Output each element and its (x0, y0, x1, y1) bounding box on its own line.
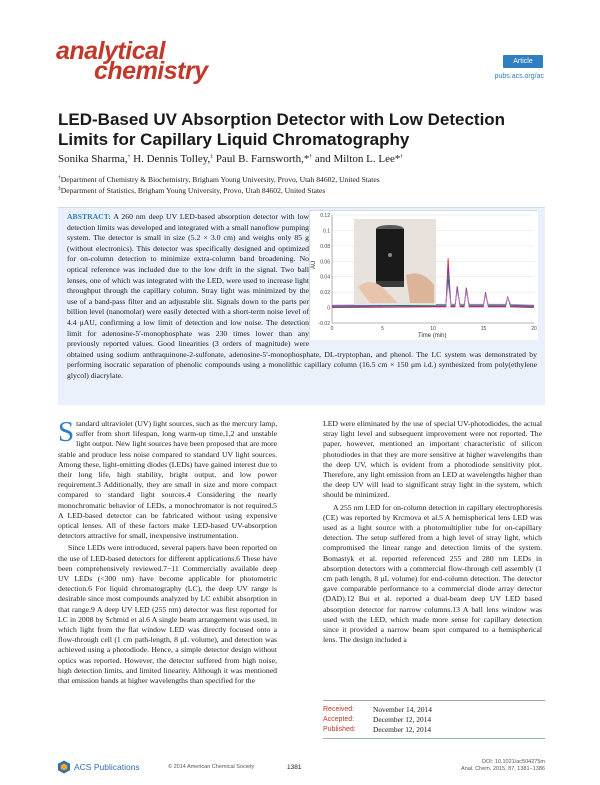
affiliation-mark: † (400, 153, 404, 160)
abstract-body: A 260 nm deep UV LED-based absorption detector with low detection limits was developed and integrated with a small nanoflow pumping system. The detector is small in size (5.2 × 3.0 cm) and weighs only 85 g (without electronics). This detector was specifically designed and optimized for on-column detection to minimize extra-column band broadening. No optical reference was included due to the low drift in the signal. Two ball lenses, one of which was integrated with the LED, were used to increase light throughput through the capillary column. Stray light was minimized by the use of a band-pass filter and an adjustable slit. Signals down to the parts per billion level (nanomolar) were easily detected with a short-term noise level of 4.4 μAU, confirming a low limit of detection and low noise. The detection limit for adenosine-5′-monophosphate was 230 times lower than any previously reported values. Good linearities (3 orders of magnitude) were obtained using sodium anthraquinone-2-sulfonate, adenosine-5′-monophosphate, DL-tryptophan, and phenol. The LC system was demonstrated by performing isocratic separation of phenolic compounds using a monolithic capillary column (16.5 cm × 150 μm i.d.) synthesized from poly(ethylene glycol) diacrylate. (67, 212, 537, 380)
doi-citation (440, 759, 545, 773)
dropcap-letter: S (58, 416, 75, 448)
journal-header (0, 0, 600, 85)
affiliation-mark: † (58, 174, 61, 181)
x-tick-label: 0 (330, 326, 334, 332)
affiliation-mark: † (127, 153, 131, 160)
date-row (323, 715, 545, 725)
date-value: November 14, 2014 (373, 705, 432, 714)
citation-text: Anal. Chem. 2015, 87, 1381−1386 (461, 766, 545, 773)
logo-line-analytical: analytical (56, 37, 165, 65)
detector-photo (354, 219, 436, 305)
y-tick-label: 0.04 (320, 274, 330, 281)
date-value: December 12, 2014 (373, 715, 432, 724)
date-row (323, 705, 545, 715)
chromatogram-chart (310, 211, 538, 340)
author-list (58, 153, 548, 165)
acs-publications-logo[interactable] (57, 760, 149, 774)
page-footer (0, 740, 600, 785)
x-axis-label: Time (min) (418, 333, 447, 339)
y-tick-label: 0.08 (320, 243, 330, 250)
author-name[interactable]: and Milton L. Lee* (314, 153, 401, 165)
x-tick-label: 10 (430, 326, 436, 332)
logo-line-chemistry: chemistry (94, 57, 208, 85)
affiliation (58, 186, 548, 196)
date-label: Received: (323, 706, 355, 713)
y-axis-label: AU (311, 260, 317, 269)
affiliation-text: Department of Chemistry & Biochemistry, Brigham Young University, Provo, Utah 84602, United States (60, 175, 380, 184)
y-tick-label: 0.1 (323, 228, 330, 235)
journal-logo[interactable] (56, 38, 226, 84)
paragraph-text: tandard ultraviolet (UV) light sources, such as the mercury lamp, suffer from short lifespan, long warm-up time,1,2 and unstable light output. New light sources have been proposed that are more stable and produce less noise compared to standard UV light sources. Among these, light-emitting diodes (LEDs) have gained interest due to their long life, high stability, bright output, and low power requirement.3 Additionally, they are small in size and more compact compared to standard light sources.4 Considering the nearly monochromatic behavior of LEDs, a monochromator is not required.5 A LED-based detector can be fabricated without using expensive optical lenses. All of these factors make LED-based UV-absorption detectors attractive for small, inexpensive instrumentation. (58, 419, 277, 541)
date-row (323, 725, 545, 735)
article-title: LED-Based UV Absorption Detector with Low Detection Limits for Capillary Liquid Chromatography (58, 110, 506, 149)
copyright-notice: © 2014 American Chemical Society (168, 764, 255, 770)
toc-graphic (309, 210, 537, 339)
y-tick-label: 0.12 (320, 213, 330, 219)
y-tick-label: -0.02 (318, 321, 330, 327)
affiliation (58, 175, 548, 185)
abstract-label: ABSTRACT: (67, 212, 111, 221)
affiliation-mark: ‡ (210, 153, 214, 160)
acs-hexagon-icon (57, 760, 71, 774)
affiliation-text: Department of Statistics, Brigham Young University, Provo, Utah 84602, United States (60, 186, 326, 195)
x-tick-label: 20 (531, 326, 537, 332)
y-tick-label: 0 (327, 305, 330, 312)
detector-screw (388, 253, 392, 257)
affiliation-mark: ‡ (58, 185, 61, 192)
body-paragraph (58, 416, 277, 541)
date-label: Accepted: (323, 716, 355, 723)
body-column-right (323, 419, 542, 647)
author-name[interactable]: Paul B. Farnsworth,* (215, 153, 310, 165)
author-name[interactable]: Sonika Sharma, (58, 153, 128, 165)
publisher-name: ACS Publications (74, 762, 140, 772)
y-tick-label: 0.06 (320, 259, 330, 266)
date-value: December 12, 2014 (373, 725, 432, 734)
body-paragraph: A 255 nm LED for on-column detection in capillary electrophoresis (CE) was reported by Krcmova et al.5 A hemispherical lens LED was used as a light source with a photomultiplier tube for on-capillary detection. The setup suffered from a high level of stray light, which compromised the linear range and detection limits of the system. Bomastyk et al. reported referenced 255 and 280 nm LEDs in absorption detectors with a commercial flow-through cell assembly (1 cm path length, 8 μL volume) for end-column detection. The detector gave comparable performance to a commercial diode array detector (DAD).12 Bui et al. reported a dual-beam deep UV LED based absorption detector for narrow columns.13 A ball lens window was used with the LED, which made more sense for capillary detection since it provided a narrow beam spot compared to a hemispherical lens. The design included a (323, 502, 542, 645)
page-number: 1381 (287, 764, 302, 771)
journal-url-link[interactable]: pubs.acs.org/ac (494, 73, 544, 80)
doi-link[interactable]: DOI: 10.1021/ac504275m (482, 759, 545, 765)
date-label: Published: (323, 726, 356, 733)
article-type-badge: Article (503, 55, 543, 68)
author-name[interactable]: H. Dennis Tolley, (133, 153, 211, 165)
x-tick-label: 5 (381, 326, 384, 332)
body-column-left (58, 416, 277, 688)
affiliation-mark: † (309, 153, 313, 160)
body-paragraph: Since LEDs were introduced, several papers have been reported on the use of LED-based detectors for different applications.6 These have been comprehensively reviewed.7−11 Commercially available deep UV LEDs (<300 nm) have become applicable for photometric detection.6 For liquid chromatography (LC), the deep UV range is desirable since most compounds analyzed by LC exhibit absorption in that range.9 A deep UV LED (255 nm) detector was first reported for LC in 2008 by Schmid et al.6 A single beam arrangement was used, in which light from the flat window LED was directly focused onto a flow-through cell (1 cm path-length, 8 μL volume), and detection was achieved using a photodiode. Hence, a simple detector design without optics was reported. However, the detector suffered from high noise, high detection limits, and limited linearity. Although it was mentioned that emission bands at higher wavelengths than specified for the (58, 543, 277, 686)
y-tick-label: 0.02 (320, 290, 330, 297)
body-paragraph: LED were eliminated by the use of special UV-photodiodes, the actual stray light level and subsequent improvement were not reported. The paper, however, mentioned an important characteristic of silicon photodiodes in that they are more sensitive at higher wavelengths than the deep UV, which is evident from a photodiode sensitivity plot. Therefore, any light emission from an LED at wavelengths higher than the deep UV will lead to significant stray light in the system, which should be minimized. (323, 419, 542, 500)
publication-dates (323, 700, 545, 739)
x-tick-label: 15 (480, 326, 487, 332)
